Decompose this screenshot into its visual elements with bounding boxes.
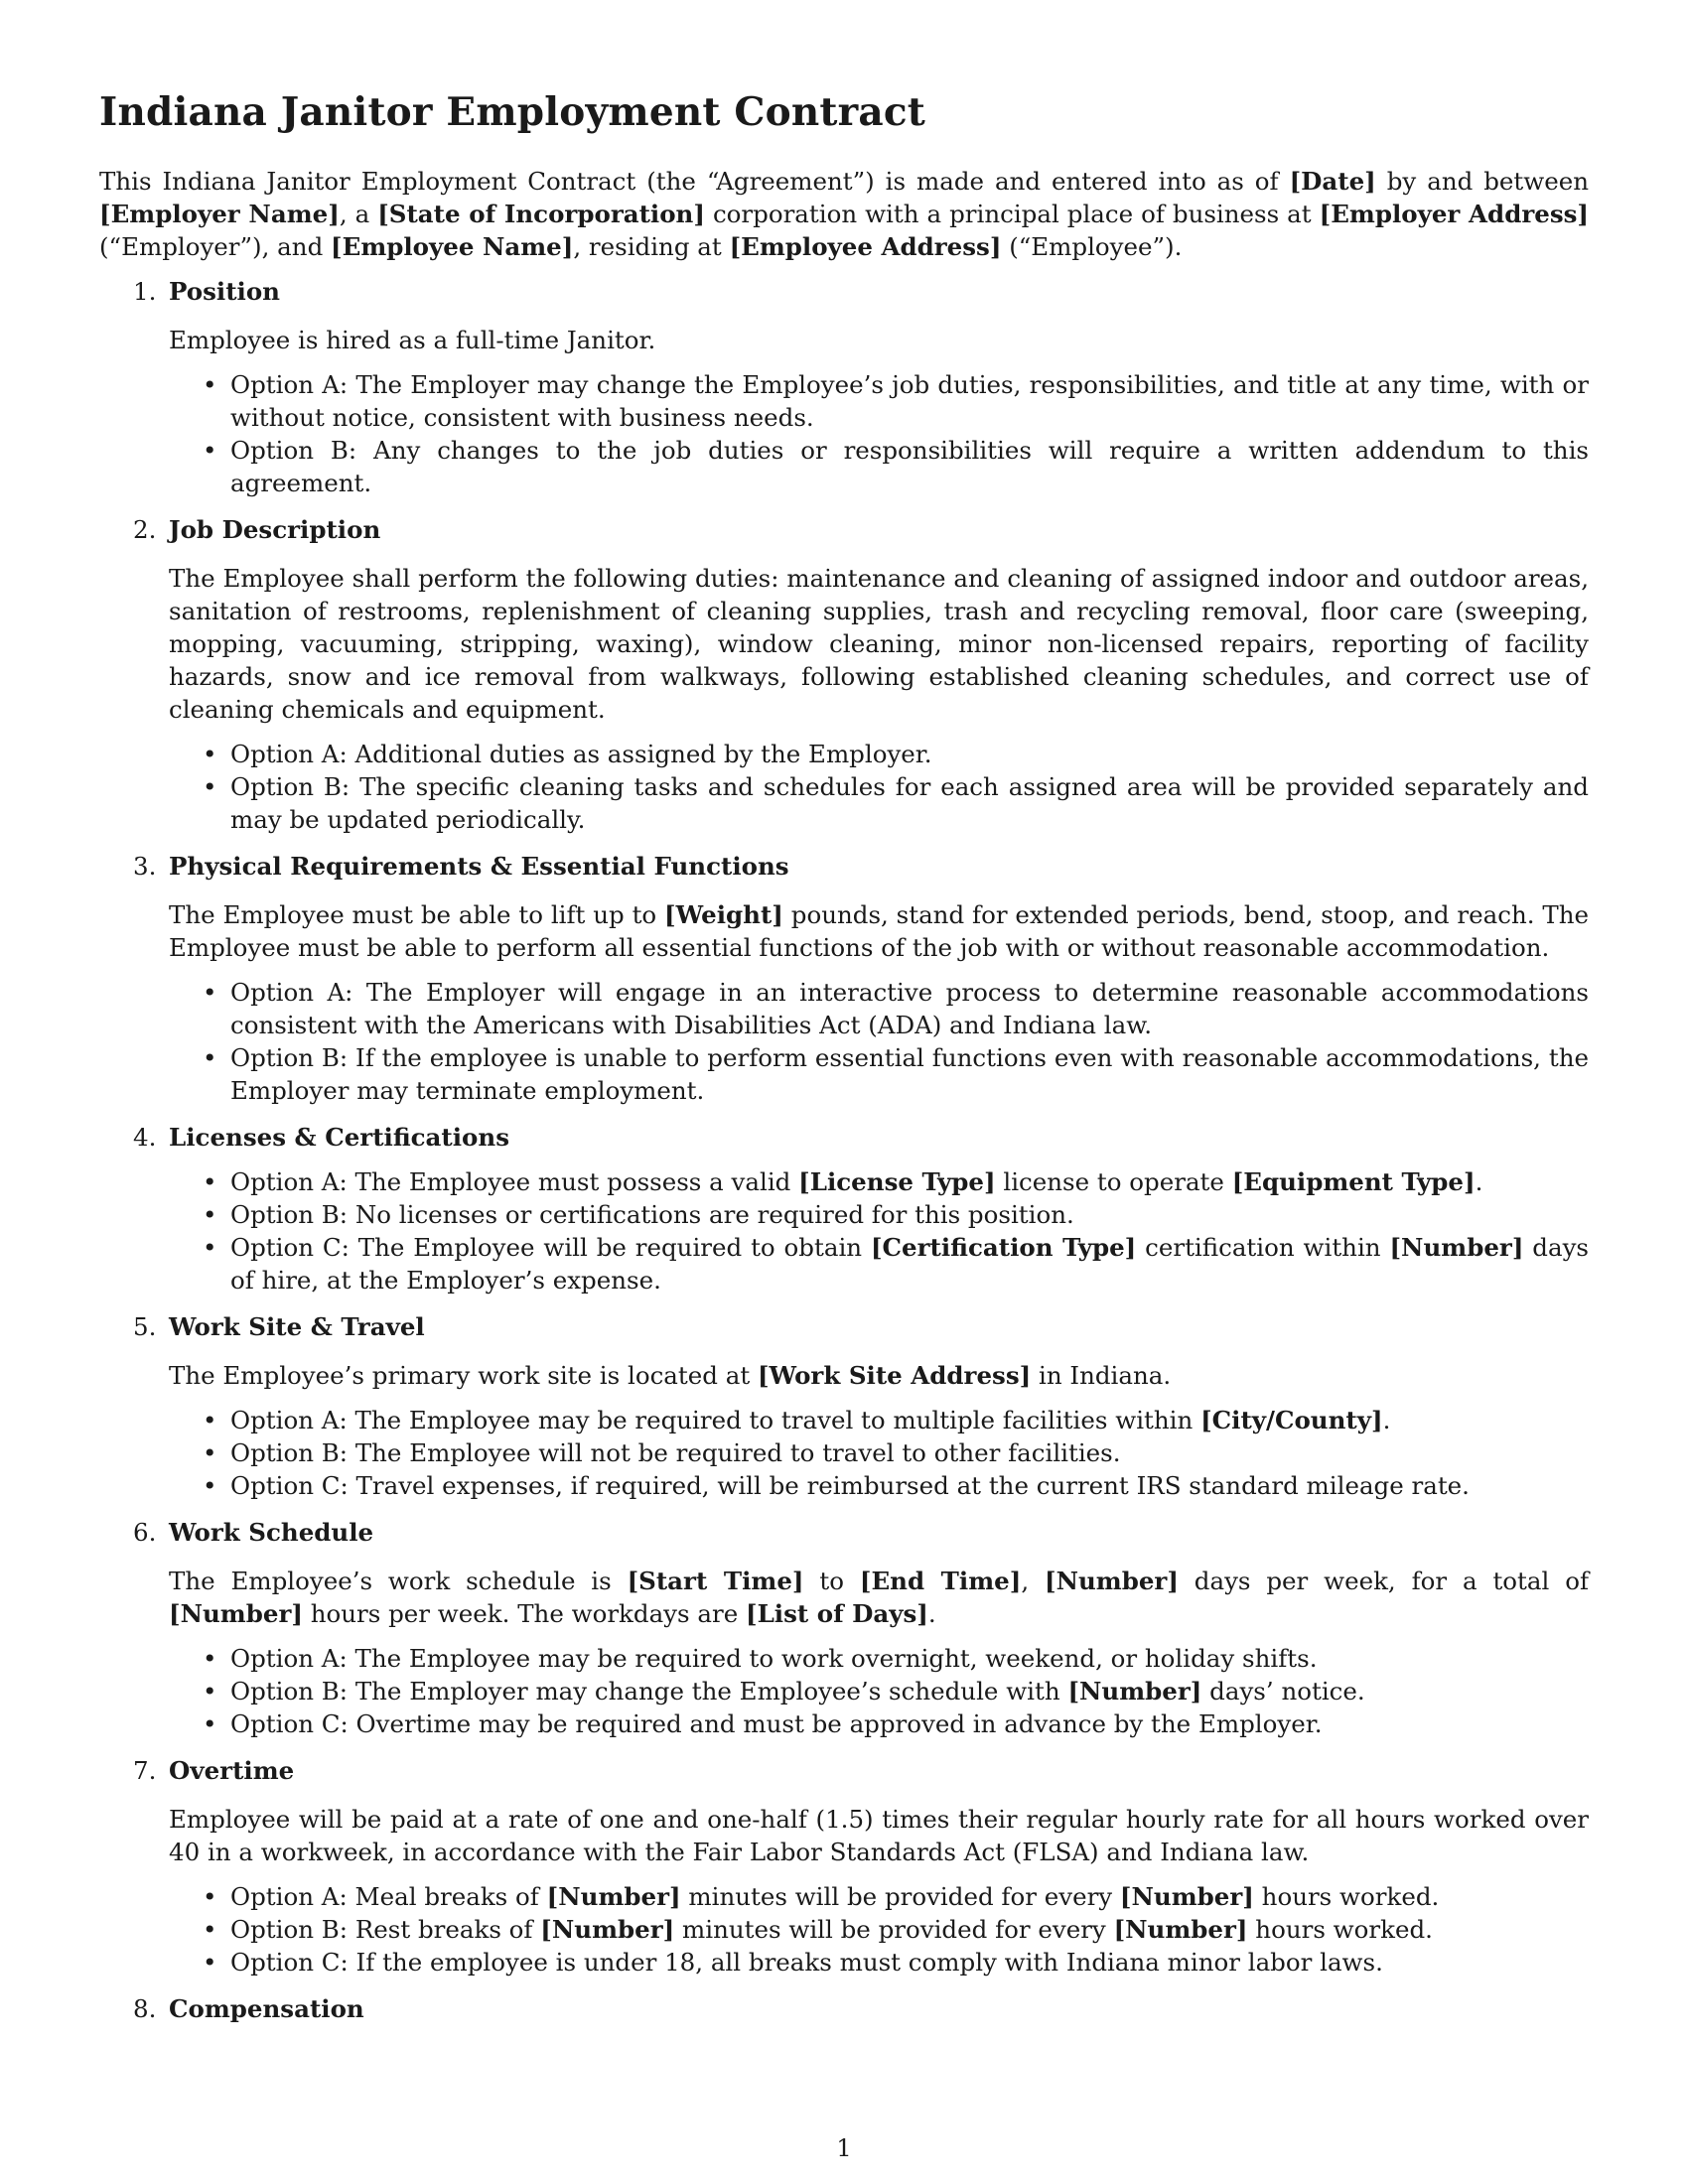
text-run: Option A: Meal breaks of — [230, 1882, 547, 1911]
text-run: license to operate — [995, 1167, 1232, 1196]
text-run: Employee is hired as a full-time Janitor. — [169, 326, 656, 354]
section-number: 1. — [133, 277, 157, 306]
option-item — [169, 738, 1589, 770]
section-item — [99, 850, 1589, 1107]
option-item — [169, 770, 1589, 836]
placeholder-field: [State of Incorporation] — [377, 200, 705, 228]
text-run: Option A: The Employee must possess a valid — [230, 1167, 799, 1196]
text-run: , residing at — [573, 232, 730, 261]
placeholder-field: [Equipment Type] — [1231, 1167, 1476, 1196]
sections-list — [99, 275, 1589, 2025]
text-run: The Employee must be able to lift up to — [169, 900, 665, 929]
text-run: days’ notice. — [1201, 1677, 1365, 1706]
placeholder-field: [Number] — [1113, 1915, 1248, 1944]
placeholder-field: [List of Days] — [745, 1599, 928, 1628]
text-run: Option B: No licenses or certifications are required for this position. — [230, 1200, 1074, 1229]
text-run: Option B: Any changes to the job duties or responsibilities will require a written addendum to this agreement. — [230, 436, 1589, 497]
text-run: , — [1021, 1567, 1045, 1595]
text-run: Option A: Additional duties as assigned by the Employer. — [230, 740, 932, 768]
text-run: Option C: Overtime may be required and must be approved in advance by the Employer. — [230, 1709, 1323, 1738]
text-run: Option A: The Employer will engage in an interactive process to determine reasonable accommodations consistent with the Americans with Disabilities Act (ADA) and Indiana law. — [230, 978, 1589, 1039]
placeholder-field: [Employee Address] — [729, 232, 1002, 261]
intro-paragraph — [99, 165, 1589, 263]
placeholder-field: [Number] — [546, 1882, 681, 1911]
section-title: Work Schedule — [169, 1518, 374, 1547]
section-number: 4. — [133, 1123, 157, 1152]
text-run: . — [1475, 1167, 1483, 1196]
text-run: pounds, stand for extended periods, bend, stoop, and reach. The Employee must be able to perform all essential functions of the job with or without reasonable accommodation. — [169, 900, 1589, 962]
placeholder-field: [Employer Name] — [99, 200, 340, 228]
section-title: Work Site & Travel — [169, 1312, 425, 1341]
text-run: certification within — [1136, 1233, 1390, 1262]
section-item — [99, 1121, 1589, 1297]
text-run: The Employee’s work schedule is — [169, 1567, 628, 1595]
section-body — [169, 1359, 1589, 1392]
text-run: minutes will be provided for every — [674, 1915, 1114, 1944]
text-run: by and between — [1375, 167, 1590, 196]
option-item — [169, 976, 1589, 1041]
placeholder-field: [Date] — [1289, 167, 1376, 196]
text-run: Option C: Travel expenses, if required, will be reimbursed at the current IRS standard mileage rate. — [230, 1471, 1470, 1500]
text-run: Option C: The Employee will be required to obtain — [230, 1233, 871, 1262]
option-item — [169, 1436, 1589, 1469]
placeholder-field: [Certification Type] — [870, 1233, 1137, 1262]
text-run: The Employee’s primary work site is located at — [169, 1361, 758, 1390]
section-number: 7. — [133, 1756, 157, 1785]
section-item — [99, 513, 1589, 836]
option-item — [169, 1642, 1589, 1675]
section-body — [169, 898, 1589, 964]
section-title: Overtime — [169, 1756, 295, 1785]
section-body — [169, 324, 1589, 356]
option-list — [169, 976, 1589, 1107]
text-run: Option B: Rest breaks of — [230, 1915, 541, 1944]
section-number: 6. — [133, 1518, 157, 1547]
text-run: . — [927, 1599, 936, 1628]
placeholder-field: [Number] — [1067, 1677, 1202, 1706]
text-run: days of hire, at the Employer’s expense. — [230, 1233, 1590, 1295]
section-body — [169, 1803, 1589, 1868]
placeholder-field: [City/County] — [1200, 1406, 1383, 1434]
text-run: Option A: The Employer may change the Employee’s job duties, responsibilities, and title at any time, with or without notice, consistent with business needs. — [230, 370, 1589, 432]
text-run: hours per week. The workdays are — [302, 1599, 746, 1628]
option-item — [169, 1675, 1589, 1707]
text-run: minutes will be provided for every — [680, 1882, 1120, 1911]
document-page — [99, 89, 1589, 2039]
option-item — [169, 368, 1589, 434]
page-number: 1 — [836, 2134, 852, 2162]
option-item — [169, 1165, 1589, 1198]
section-item — [99, 1516, 1589, 1740]
option-item — [169, 434, 1589, 499]
section-number: 2. — [133, 515, 157, 544]
placeholder-field: [Weight] — [664, 900, 783, 929]
text-run: (“Employer”), and — [99, 232, 332, 261]
placeholder-field: [Number] — [1389, 1233, 1524, 1262]
text-run: hours worked. — [1253, 1882, 1440, 1911]
placeholder-field: [Number] — [1044, 1567, 1179, 1595]
placeholder-field: [Employee Name] — [331, 232, 574, 261]
option-list — [169, 1165, 1589, 1297]
text-run: to — [803, 1567, 860, 1595]
text-run: The Employee shall perform the following duties: maintenance and cleaning of assigned indoor and outdoor areas, sanitation of restrooms, replenishment of cleaning supplies, trash and recycling removal, floor care (sweeping, mopping, vacuuming, stripping, waxing), window cleaning, minor non-licensed repairs, reporting of facility hazards, snow and ice removal from walkways, following established cleaning schedules, and correct use of cleaning chemicals and equipment. — [169, 564, 1589, 724]
section-number: 5. — [133, 1312, 157, 1341]
placeholder-field: [Work Site Address] — [757, 1361, 1032, 1390]
option-item — [169, 1041, 1589, 1107]
text-run: Option B: The specific cleaning tasks and schedules for each assigned area will be provided separately and may be updated periodically. — [230, 772, 1589, 834]
placeholder-field: [End Time] — [859, 1567, 1022, 1595]
option-item — [169, 1469, 1589, 1502]
option-item — [169, 1946, 1589, 1979]
option-item — [169, 1231, 1589, 1297]
text-run: Option B: The Employer may change the Employee’s schedule with — [230, 1677, 1068, 1706]
section-title: Licenses & Certifications — [169, 1123, 509, 1152]
document-title: Indiana Janitor Employment Contract — [99, 89, 925, 135]
option-item — [169, 1707, 1589, 1740]
section-body — [169, 562, 1589, 726]
text-run: Option B: The Employee will not be required to travel to other facilities. — [230, 1438, 1121, 1467]
section-item — [99, 275, 1589, 499]
option-list — [169, 1642, 1589, 1740]
section-body — [169, 1565, 1589, 1630]
section-title: Compensation — [169, 1994, 364, 2023]
option-list — [169, 1880, 1589, 1979]
section-item — [99, 1310, 1589, 1502]
text-run: Option B: If the employee is unable to perform essential functions even with reasonable accommodations, the Employer may terminate employment. — [230, 1043, 1589, 1105]
section-item — [99, 1992, 1589, 2025]
section-number: 3. — [133, 852, 157, 881]
option-item — [169, 1404, 1589, 1436]
option-list — [169, 1404, 1589, 1502]
placeholder-field: [Start Time] — [627, 1567, 804, 1595]
text-run: hours worked. — [1247, 1915, 1433, 1944]
placeholder-field: [Number] — [540, 1915, 675, 1944]
text-run: Option A: The Employee may be required to work overnight, weekend, or holiday shifts. — [230, 1644, 1318, 1673]
option-list — [169, 738, 1589, 836]
text-run: in Indiana. — [1031, 1361, 1172, 1390]
placeholder-field: [Number] — [169, 1599, 303, 1628]
text-run: Option A: The Employee may be required to travel to multiple facilities within — [230, 1406, 1201, 1434]
section-number: 8. — [133, 1994, 157, 2023]
option-list — [169, 368, 1589, 499]
text-run: . — [1382, 1406, 1391, 1434]
section-title: Physical Requirements & Essential Functions — [169, 852, 789, 881]
text-run: This Indiana Janitor Employment Contract (the “Agreement”) is made and entered into as of — [99, 167, 1290, 196]
text-run: corporation with a principal place of business at — [704, 200, 1320, 228]
section-item — [99, 1754, 1589, 1979]
placeholder-field: [Number] — [1119, 1882, 1254, 1911]
text-run: Option C: If the employee is under 18, all breaks must comply with Indiana minor labor laws. — [230, 1948, 1383, 1977]
placeholder-field: [License Type] — [798, 1167, 996, 1196]
option-item — [169, 1880, 1589, 1913]
option-item — [169, 1913, 1589, 1946]
option-item — [169, 1198, 1589, 1231]
text-run: Employee will be paid at a rate of one and one-half (1.5) times their regular hourly rate for all hours worked over 40 in a workweek, in accordance with the Fair Labor Standards Act (FLSA) and Indiana law. — [169, 1805, 1589, 1866]
text-run: , a — [339, 200, 378, 228]
text-run: (“Employee”). — [1001, 232, 1183, 261]
section-title: Position — [169, 277, 280, 306]
section-title: Job Description — [169, 515, 381, 544]
text-run: days per week, for a total of — [1178, 1567, 1590, 1595]
placeholder-field: [Employer Address] — [1319, 200, 1589, 228]
